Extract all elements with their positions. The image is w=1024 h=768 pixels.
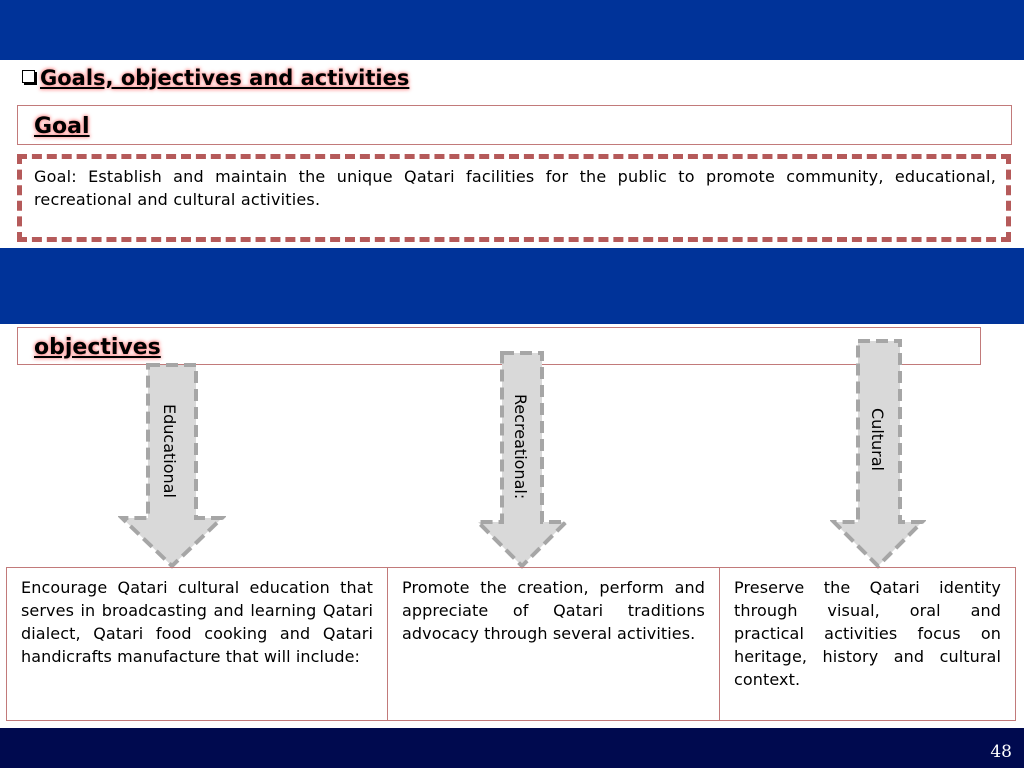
arrow-label-recreational: Recreational:: [511, 394, 530, 500]
arrow-label-cultural: Cultural: [868, 408, 887, 471]
objective-cell-educational: Encourage Qatari cultural education that serves in broadcasting and learning Qatari dialect, Qatari food cooking and Qatari handicrafts manufacture that will include:: [21, 578, 373, 666]
checkbox-bullet-icon: [22, 70, 35, 83]
objectives-label: objectives: [34, 335, 161, 360]
arrow-label-educational: Educational: [160, 404, 179, 498]
slide-heading: [22, 66, 409, 90]
top-blue-band: [0, 0, 1024, 60]
middle-blue-band: [0, 248, 1024, 324]
goal-label-box: [17, 105, 1012, 145]
page-number: 48: [990, 742, 1012, 762]
goal-statement-text: Goal: Establish and maintain the unique Qatari facilities for the public to promote community, educational, recreational and cultural activities.: [34, 167, 996, 209]
objectives-table: [6, 567, 1016, 721]
slide-heading-text: Goals, objectives and activities: [40, 66, 410, 90]
objective-cell-recreational: Promote the creation, perform and appreciate of Qatari traditions advocacy through several activities.: [387, 568, 719, 720]
goal-label: Goal: [34, 114, 90, 139]
objective-cell-cultural: Preserve the Qatari identity through visual, oral and practical activities focus on heritage, history and cultural context.: [719, 568, 1015, 720]
goal-statement-box: [17, 154, 1011, 242]
footer-band: [0, 728, 1024, 768]
